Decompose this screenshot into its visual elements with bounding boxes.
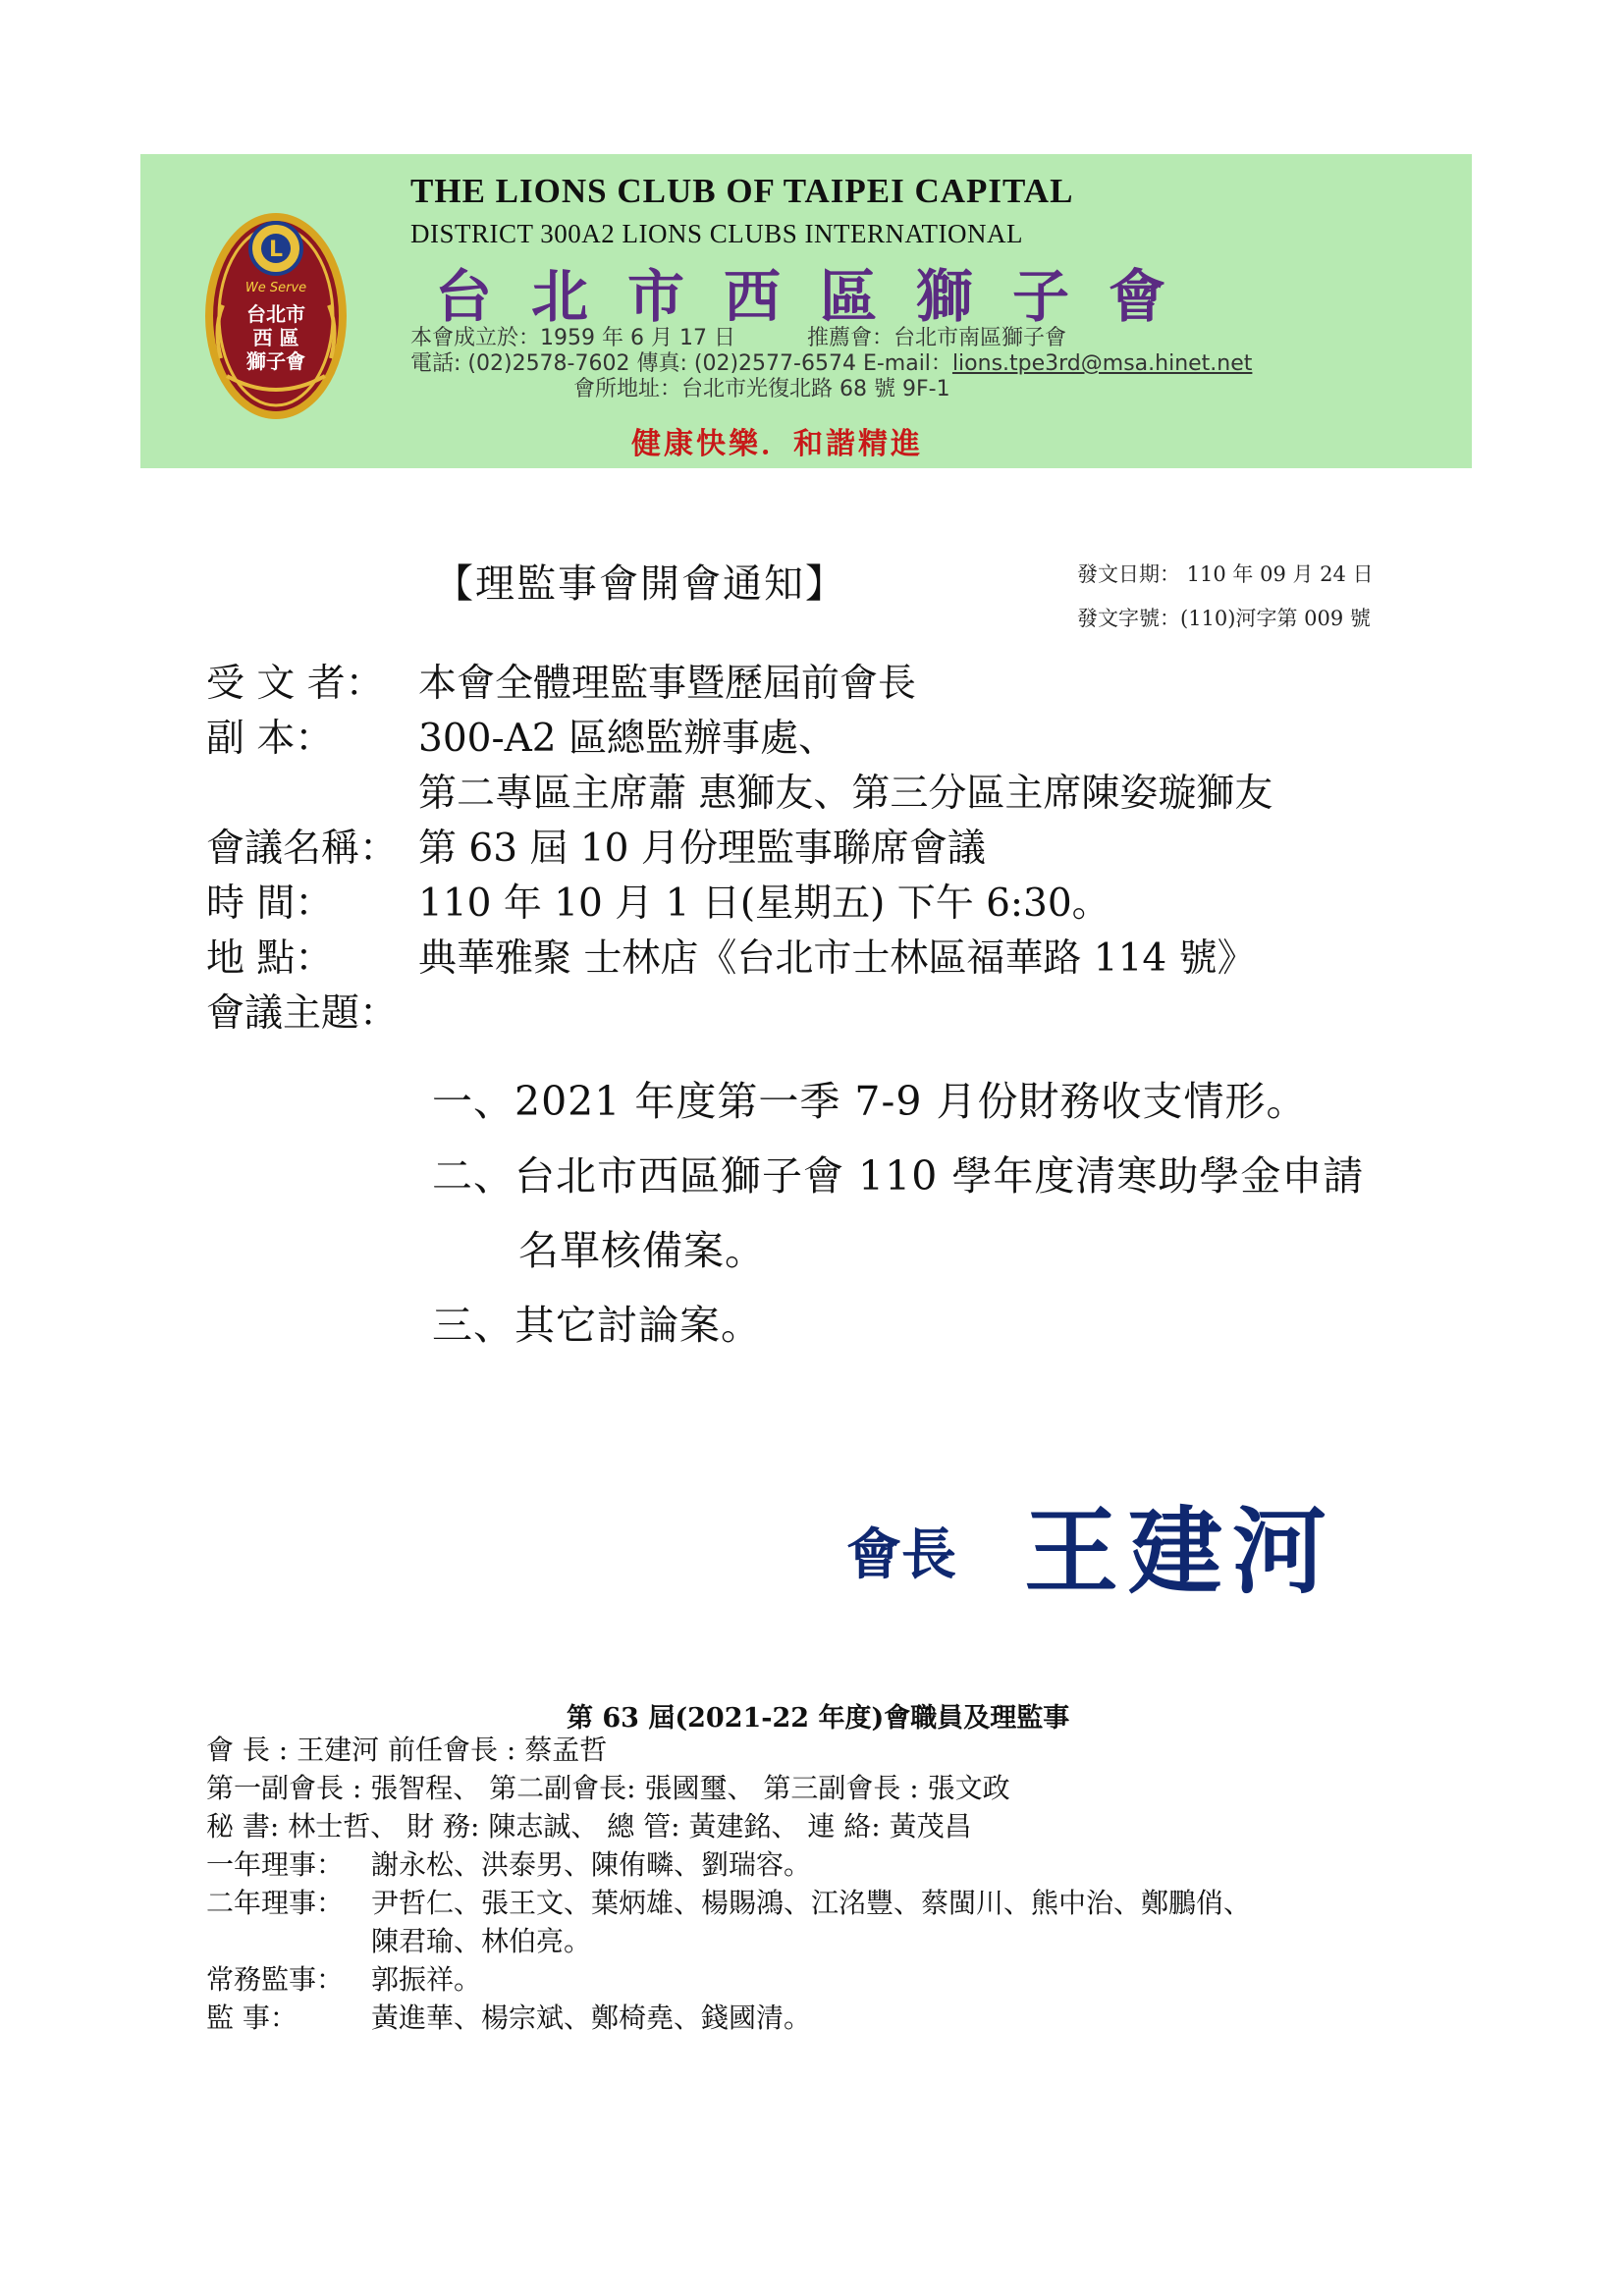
roster-supervisors — [206, 2004, 811, 2032]
phone-fax: 電話: (02)2578-7602 傳真: (02)2577-6574 E-mail： — [410, 351, 952, 376]
roster-first-year-names: 謝永松、洪泰男、陳侑疄、劉瑞容。 — [371, 1848, 812, 1881]
place-label: 地 點： — [206, 936, 334, 981]
agenda-item-1: 一、2021 年度第一季 7-9 月份財務收支情形。 — [432, 1078, 1308, 1125]
email-link[interactable]: lions.tpe3rd@msa.hinet.net — [951, 351, 1253, 376]
place-value: 典華雅聚 士林店《台北市士林區福華路 114 號》 — [418, 936, 1256, 981]
signature-name: 王建河 — [1024, 1497, 1336, 1607]
emblem-letter: L — [268, 238, 284, 262]
emblem-we-serve: We Serve — [244, 281, 307, 295]
topics-label: 會議主題： — [206, 991, 399, 1036]
roster-supervisors-label: 監 事： — [206, 2002, 298, 2034]
place-row — [206, 936, 1463, 981]
copy-value-line-2: 第二專區主席蕭 惠獅友、第三分區主席陳姿璇獅友 — [418, 772, 1273, 816]
founded-date: 本會成立於：1959 年 6 月 17 日 — [410, 326, 735, 350]
copy-value-line-1: 300-A2 區總監辦事處、 — [418, 717, 837, 761]
club-chinese-name: 台北市西區獅子會 — [435, 263, 1206, 330]
signature-title: 會長 — [846, 1523, 956, 1587]
topics-row — [206, 991, 1463, 1036]
roster-standing-label: 常務監事： — [206, 1963, 345, 1996]
roster-first-year-label: 一年理事： — [206, 1848, 345, 1881]
roster-second-year-directors — [206, 1887, 1252, 1919]
roster-standing-name: 郭振祥。 — [371, 1963, 482, 1996]
agenda-item-2: 二、台北市西區獅子會 110 學年度清寒助學金申請 — [432, 1152, 1365, 1200]
roster-title: 第 63 屆(2021-22 年度)會職員及理監事 — [567, 1703, 1070, 1734]
club-address: 會所地址：台北市光復北路 68 號 9F-1 — [573, 377, 950, 401]
time-label: 時 間： — [206, 881, 334, 926]
roster-president: 會 長 : 王建河 前任會長 : 蔡孟哲 — [206, 1734, 608, 1766]
issue-number: 發文字號：(110)河字第 009 號 — [1077, 607, 1371, 630]
roster-second-year-names: 尹哲仁、張王文、葉炳雄、楊賜鴻、江洺豐、蔡閩川、熊中治、鄭鵬俏、 — [371, 1887, 1252, 1919]
copy-row — [206, 717, 1463, 761]
roster-second-year-names-2: 陳君瑜、林伯亮。 — [371, 1925, 592, 1957]
copy-label: 副 本： — [206, 717, 334, 761]
emblem-line-1: 台北市 — [246, 302, 305, 326]
meeting-name-value: 第 63 屆 10 月份理監事聯席會議 — [418, 827, 986, 871]
emblem-line-3: 獅子會 — [246, 349, 305, 373]
recipient-label: 受 文 者： — [206, 662, 384, 706]
recipient-value: 本會全體理監事暨歷屆前會長 — [418, 662, 917, 706]
issue-date: 發文日期： 110 年 09 月 24 日 — [1077, 562, 1374, 586]
meeting-name-label: 會議名稱： — [206, 827, 399, 871]
agenda-item-3: 三、其它討論案。 — [432, 1302, 762, 1349]
roster-vice-presidents: 第一副會長 : 張智程、 第二副會長: 張國璽、 第三副會長 : 張文政 — [206, 1772, 1010, 1804]
roster-second-year-label: 二年理事： — [206, 1887, 345, 1919]
club-motto: 健康快樂．和諧精進 — [631, 427, 923, 461]
roster-supervisors-names: 黃進華、楊宗斌、鄭椅堯、錢國清。 — [371, 2002, 812, 2034]
copy-row-continued — [206, 772, 1463, 816]
sponsor-club: 推薦會：台北市南區獅子會 — [806, 326, 1066, 350]
roster-first-year-directors — [206, 1848, 812, 1881]
district-line: DISTRICT 300A2 LIONS CLUBS INTERNATIONAL — [410, 219, 1023, 248]
time-value: 110 年 10 月 1 日(星期五) 下午 6:30。 — [418, 881, 1110, 926]
roster-second-year-continued — [206, 1925, 592, 1957]
notice-title: 【理監事會開會通知】 — [434, 561, 846, 607]
time-row — [206, 881, 1463, 926]
meeting-name-row — [206, 827, 1463, 871]
recipient-row — [206, 662, 1463, 706]
roster-standing-supervisor — [206, 1963, 482, 1996]
emblem-line-2: 西 區 — [252, 326, 299, 349]
agenda-item-2-continued: 名單核備案。 — [518, 1227, 766, 1274]
letterhead-banner — [140, 154, 1472, 468]
club-english-name: THE LIONS CLUB OF TAIPEI CAPITAL — [410, 172, 1074, 210]
club-emblem-logo — [203, 211, 349, 421]
roster-officers: 秘 書: 林士哲、 財 務: 陳志誠、 總 管: 黃建銘、 連 絡: 黃茂昌 — [206, 1810, 972, 1842]
